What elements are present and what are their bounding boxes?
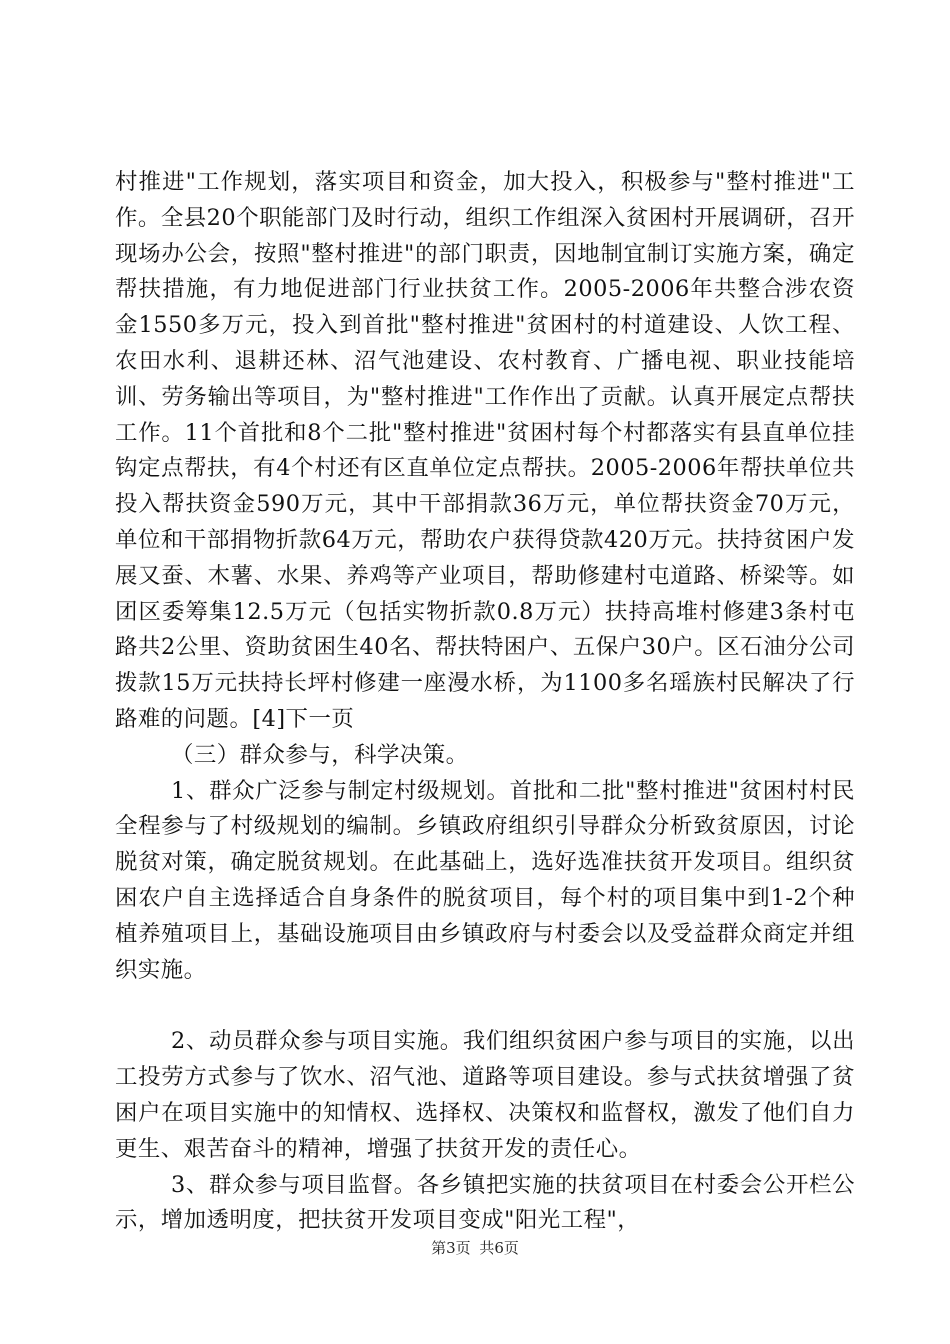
paragraph-item-1: 1、群众广泛参与制定村级规划。首批和二批"整村推进"贫困村村民全程参与了村级规划的编制。乡镇政府组织引导群众分析致贫原因，讨论脱贫对策，确定脱贫规划。在此基础上，选好选准扶贫开发项目。组织贫困农户自主选择适合自身条件的脱贫项目，每个村的项目集中到1-2个种植养殖项目上，基础设施项目由乡镇政府与村委会以及受益群众商定并组织实施。 bbox=[115, 777, 855, 983]
page-total: 共6页 bbox=[479, 1239, 519, 1257]
paragraph-continued: 村推进"工作规划，落实项目和资金，加大投入，积极参与"整村推进"工作。全县20个职能部门及时行动，组织工作组深入贫困村开展调研，召开现场办公会，按照"整村推进"的部门职责，因地制宜制订实施方案，确定帮扶措施，有力地促进部门行业扶贫工作。2005-2006年共整合涉农资金1550多万元，投入到首批"整村推进"贫困村的村道建设、人饮工程、农田水利、退耕还林、沼气池建设、农村教育、广播电视、职业技能培训、劳务输出等项目，为"整村推进"工作作出了贡献。认真开展定点帮扶工作。11个首批和8个二批"整村推进"贫困村每个村都落实有县直单位挂钩定点帮扶，有4个村还有区直单位定点帮扶。2005-2006年帮扶单位共投入帮扶资金590万元，其中干部捐款36万元，单位帮扶资金70万元，单位和干部捐物折款64万元，帮助农户获得贷款420万元。扶持贫困户发展又蚕、木薯、水果、养鸡等产业项目，帮助修建村屯道路、桥梁等。如团区委筹集12.5万元（包括实物折款0.8万元）扶持高堆村修建3条村屯路共2公里、资助贫困生40名、帮扶特困户、五保户30户。区石油分公司拨款15万元扶持长坪村修建一座漫水桥，为1100多名瑶族村民解决了行路难的问题。[4]下一页 bbox=[115, 169, 855, 732]
paragraph-gap bbox=[115, 988, 855, 1024]
document-body bbox=[115, 165, 855, 1239]
page-footer bbox=[0, 1238, 950, 1258]
paragraph-item-3: 3、群众参与项目监督。各乡镇把实施的扶贫项目在村委会公开栏公示，增加透明度，把扶贫开发项目变成"阳光工程"， bbox=[115, 1171, 855, 1234]
page-number: 第3页 bbox=[431, 1239, 471, 1257]
paragraph-item-2: 2、动员群众参与项目实施。我们组织贫困户参与项目的实施，以出工投劳方式参与了饮水、沼气池、道路等项目建设。参与式扶贫增强了贫困户在项目实施中的知情权、选择权、决策权和监督权，激发了他们自力更生、艰苦奋斗的精神，增强了扶贫开发的责任心。 bbox=[115, 1028, 855, 1162]
section-heading: （三）群众参与，科学决策。 bbox=[171, 741, 469, 768]
